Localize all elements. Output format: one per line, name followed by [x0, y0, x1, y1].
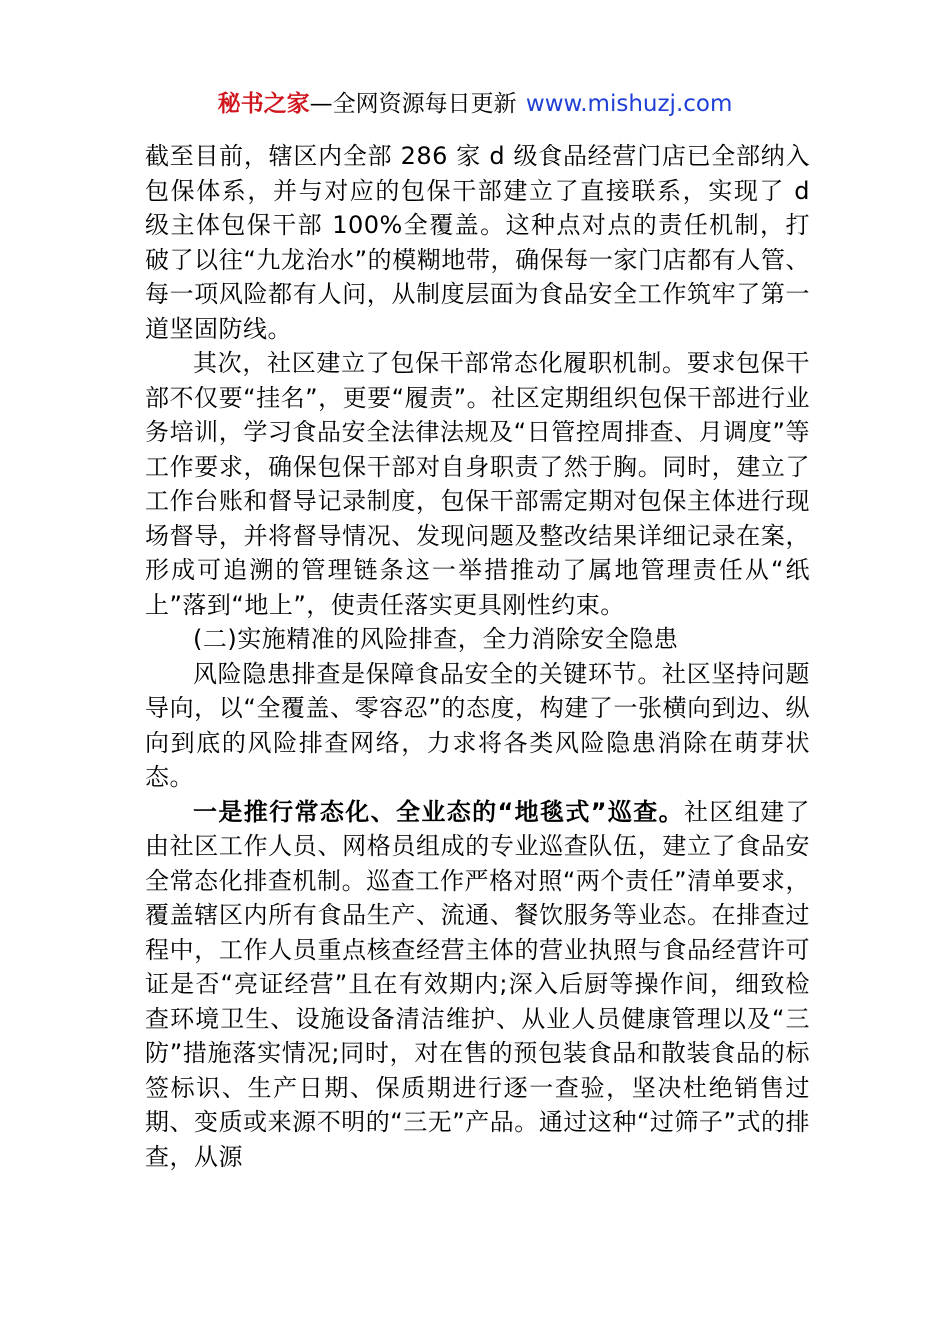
- header-tagline: —全网资源每日更新: [309, 91, 517, 117]
- website-link[interactable]: www.mishuzj.com: [525, 91, 733, 117]
- page-header: [0, 86, 950, 122]
- paragraph-4-lead: 一是推行常态化、全业态的“地毯式”巡查。: [193, 797, 685, 826]
- section-heading: (二)实施精准的风险排查，全力消除安全隐患: [193, 625, 679, 653]
- document-body: [145, 139, 810, 1174]
- brand-name: 秘书之家: [217, 91, 310, 117]
- paragraph-4-text: 社区组建了由社区工作人员、网格员组成的专业巡查队伍，建立了食品安全常态化排查机制。巡查工作严格对照“两个责任”清单要求，覆盖辖区内所有食品生产、流通、餐饮服务等业态。在排查过程中，工作人员重点核查经营主体的营业执照与食品经营许可证是否“亮证经营”且在有效期内;深入后厨等操作间，细致检查环境卫生、设施设备清洁维护、从业人员健康管理以及“三防”措施落实情况;同时，对在售的预包装食品和散装食品的标签标识、生产日期、保质期进行逐一查验，坚决杜绝销售过期、变质或来源不明的“三无”产品。通过这种“过筛子”式的排查，从源: [145, 797, 811, 1171]
- paragraph-1: 截至目前，辖区内全部 286 家 d 级食品经营门店已全部纳入包保体系，并与对应的包保干部建立了直接联系，实现了 d 级主体包保干部 100%全覆盖。这种点对点的责任机制，打破了以往“九龙治水”的模糊地带，确保每一家门店都有人管、每一项风险都有人问，从制度层面为食品安全工作筑牢了第一道坚固防线。: [145, 142, 810, 343]
- paragraph-3: 风险隐患排查是保障食品安全的关键环节。社区坚持问题导向，以“全覆盖、零容忍”的态度，构建了一张横向到边、纵向到底的风险排查网络，力求将各类风险隐患消除在萌芽状态。: [145, 659, 810, 791]
- paragraph-2: 其次，社区建立了包保干部常态化履职机制。要求包保干部不仅要“挂名”，更要“履责”。社区定期组织包保干部进行业务培训，学习食品安全法律法规及“日管控周排查、月调度”等工作要求，确保包保干部对自身职责了然于胸。同时，建立了工作台账和督导记录制度，包保干部需定期对包保主体进行现场督导，并将督导情况、发现问题及整改结果详细记录在案，形成可追溯的管理链条这一举措推动了属地管理责任从“纸上”落到“地上”，使责任落实更具刚性约束。: [145, 349, 810, 619]
- paragraph-4: [145, 795, 810, 1175]
